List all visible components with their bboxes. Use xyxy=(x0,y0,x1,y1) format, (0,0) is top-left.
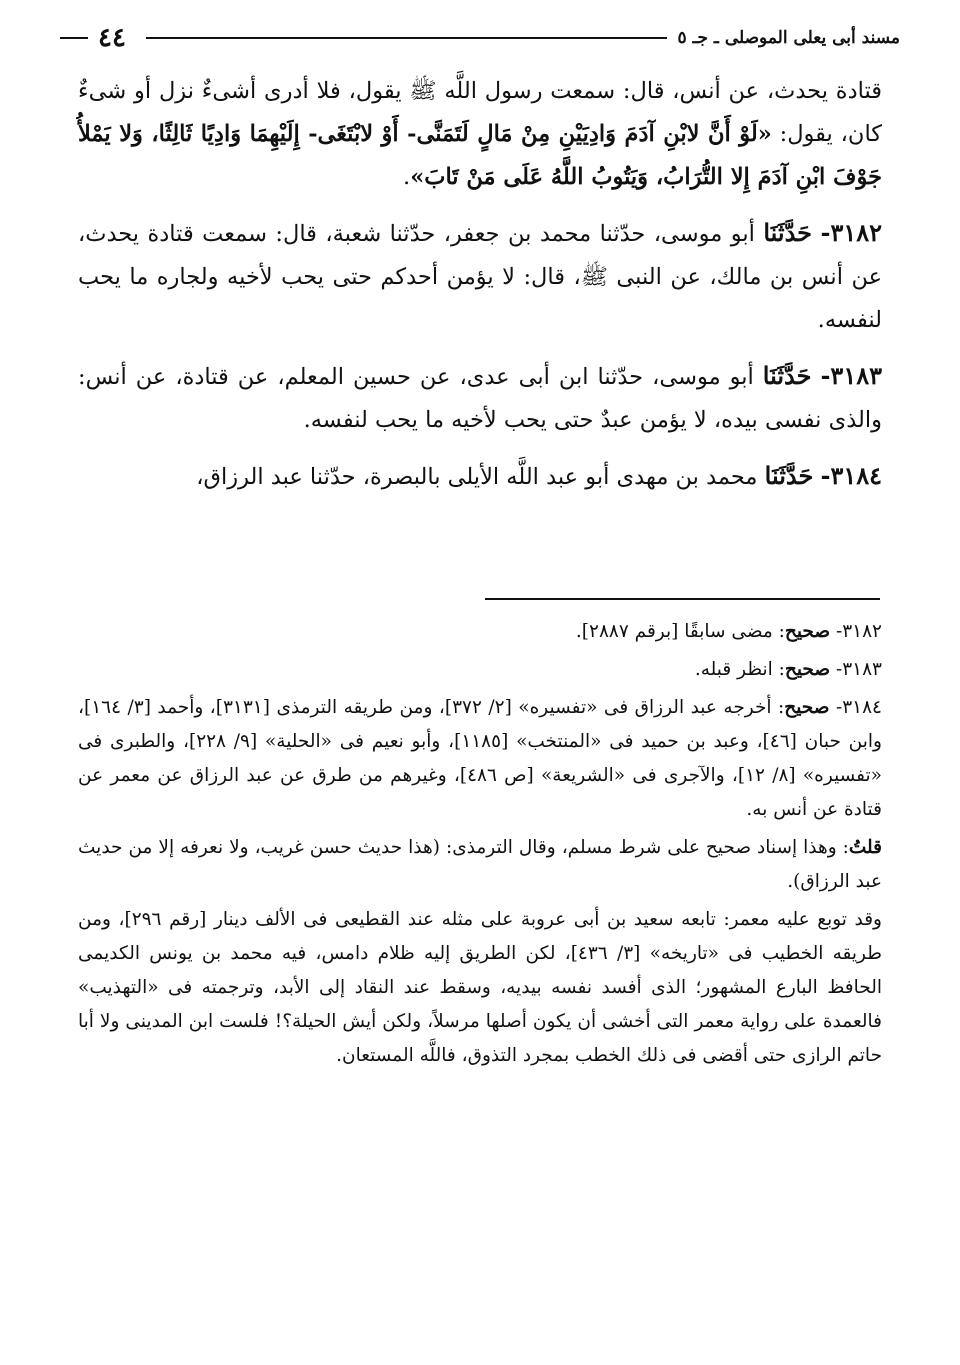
note-tail xyxy=(78,903,882,1073)
note-number: ٣١٨٣- xyxy=(835,659,882,680)
note-grade: صحيح xyxy=(784,621,831,642)
paragraph-continuation xyxy=(78,70,882,199)
header-rule xyxy=(146,37,668,39)
hadith-number: ٣١٨٤- xyxy=(820,461,882,490)
note-tail-text: وقد توبع عليه معمر: تابعه سعيد بن أبى عروبة على مثله عند القطيعى فى الألف دينار [رقم ٢٩٦]، ومن طريقه الخطيب فى «تاريخه» [٣/ ٤٣٦]، لكن الطريق إليه ظلام دامس، فيه محمد بن يونس الكديمى الحافظ البارع المشهور؛ الذى أفسد نفسه بيديه، وسقط عند النقاد إلى الأبد، وترجمته فى «التهذيب» فالعمدة على رواية معمر التى أخشى أن يكون أصلها مرسلاً، ولكن أيش الحيلة؟! فلست ابن المدينى ولا أبا حاتم الرازى حتى أقضى فى ذلك الخطب بمجرد التذوق، فاللَّه المستعان. xyxy=(78,909,882,1066)
note-qult-text: : وهذا إسناد صحيح على شرط مسلم، وقال الترمذى: (هذا حديث حسن غريب، ولا نعرفه إلا من حديث عبد الرزاق). xyxy=(78,837,882,892)
note-number: ٣١٨٤- xyxy=(835,697,882,718)
book-title: مسند أبى يعلى الموصلى ـ جـ ٥ xyxy=(677,28,900,48)
note-qult xyxy=(78,831,882,899)
paragraph-text: قتادة يحدث، عن أنس، قال: سمعت رسول اللَّه ﷺ يقول، فلا أدرى أشىءٌ نزل أو شىءٌ كان، يقول: xyxy=(78,78,883,147)
hadith-quote: «لَوْ أَنَّ لابْنِ آدَمَ وَادِيَيْنِ مِنْ مَالٍ لَتَمَنَّى- أَوْ لابْتَغَى- إِلَيْهِمَا وَادِيًا ثَالِثًا، وَلا يَمْلأُ جَوْفَ ابْنِ آدَمَ إِلا التُّرَابُ، وَيَتُوبُ اللَّهُ عَلَى مَنْ تَابَ» xyxy=(78,121,882,190)
note-number: ٣١٨٢- xyxy=(835,621,882,642)
hadith-text: محمد بن مهدى أبو عبد اللَّه الأيلى بالبصرة، حدّثنا عبد الرزاق، xyxy=(196,464,758,490)
footnotes xyxy=(78,615,882,1077)
hadith-keyword: حَدَّثَنَا xyxy=(764,461,814,490)
note-3184 xyxy=(78,691,882,827)
hadith-number: ٣١٨٣- xyxy=(820,361,882,390)
note-grade: صحيح xyxy=(784,697,830,718)
note-text: : أخرجه عبد الرزاق فى «تفسيره» [٢/ ٣٧٢]، ومن طريقه الترمذى [٣١٣١]، وأحمد [٣/ ١٦٤]، وابن حبان [٤٦]، وعبد بن حميد فى «المنتخب» [١١٨٥]، وأبو نعيم فى «الحلية» [٩/ ٢٢٨]، والطبرى فى «تفسيره» [٨/ ١٢]، والآجرى فى «الشريعة» [ص ٤٨٦]، وغيرهم من طرق عن عبد الرزاق عن معمر عن قتادة عن أنس به. xyxy=(78,697,882,820)
hadith-number: ٣١٨٢- xyxy=(820,218,882,247)
running-header xyxy=(60,18,900,58)
paragraph-end: . xyxy=(403,164,411,190)
hadith-keyword: حَدَّثَنَا xyxy=(763,218,813,247)
note-text: : انظر قبله. xyxy=(694,659,785,680)
hadith-3184 xyxy=(78,454,882,499)
note-3182 xyxy=(78,615,882,649)
hadith-text: أبو موسى، حدّثنا ابن أبى عدى، عن حسين المعلم، عن قتادة، عن أنس: والذى نفسى بيده، لا يؤمن عبدٌ حتى يحب لأخيه ما يحب لنفسه. xyxy=(78,364,882,433)
note-3183 xyxy=(78,653,882,687)
note-text: : مضى سابقًا [برقم ٢٨٨٧]. xyxy=(575,621,785,642)
hadith-keyword: حَدَّثَنَا xyxy=(762,361,812,390)
hadith-3183 xyxy=(78,354,882,442)
main-text xyxy=(78,70,882,511)
hadith-3182 xyxy=(78,211,882,342)
footnote-divider xyxy=(485,598,880,600)
header-dash xyxy=(60,37,88,39)
hadith-text: أبو موسى، حدّثنا محمد بن جعفر، حدّثنا شعبة، قال: سمعت قتادة يحدث، عن أنس بن مالك، عن النبى ﷺ، قال: لا يؤمن أحدكم حتى يحب لأخيه ولجاره ما يحب لنفسه. xyxy=(78,221,882,333)
page-number: ٤٤ xyxy=(98,23,126,53)
note-grade: صحيح xyxy=(784,659,831,680)
note-qult-label: قلتُ xyxy=(848,837,882,858)
